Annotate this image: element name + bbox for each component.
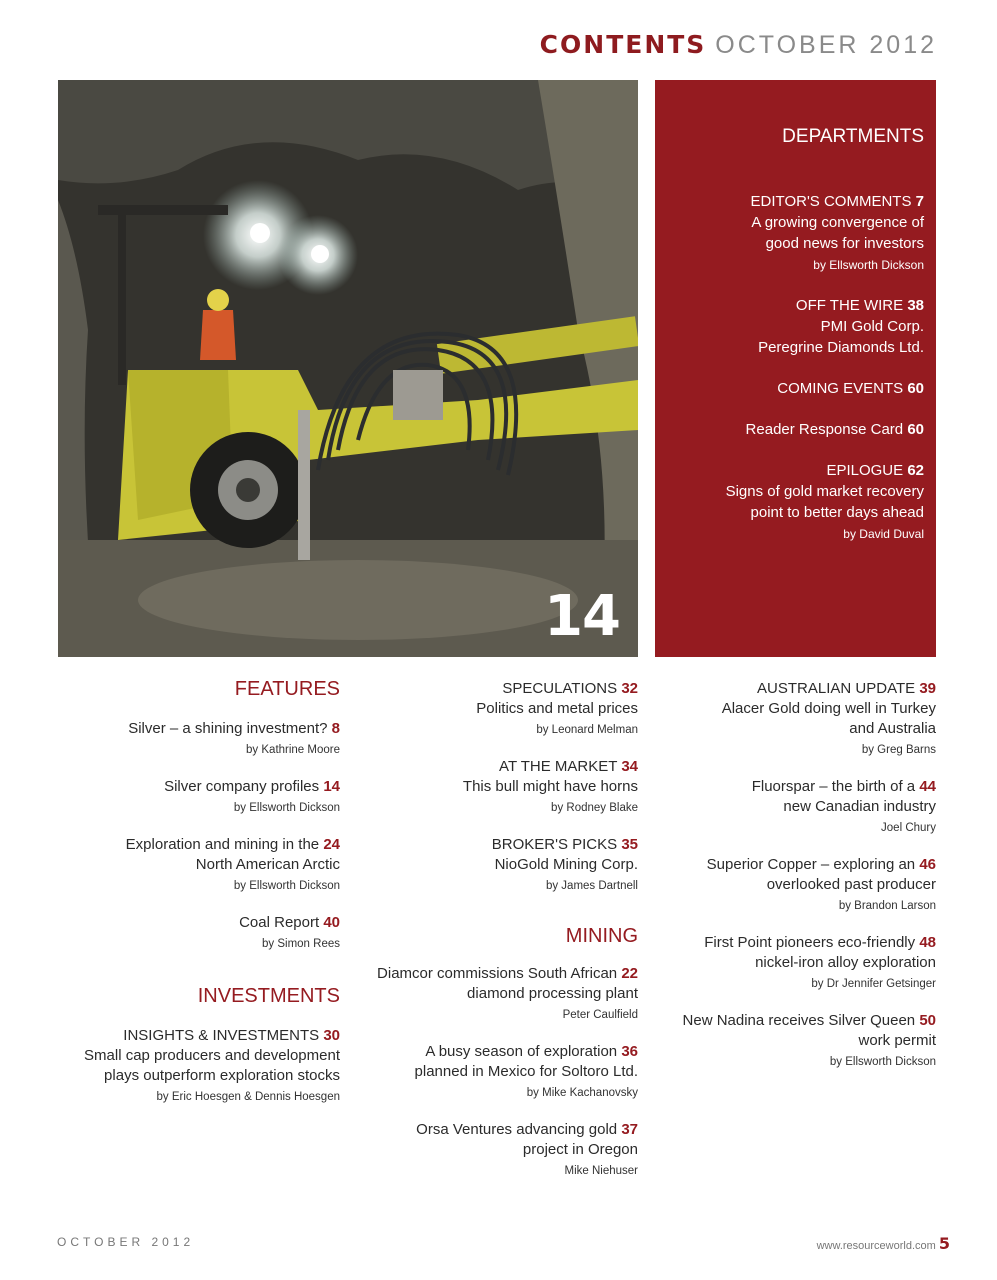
mining-entry[interactable]: Diamcor commissions South African 22 diamond processing plant Peter Caulfield	[377, 964, 638, 1026]
byline: by Brandon Larson	[838, 900, 936, 912]
footer-right	[817, 1234, 950, 1253]
investments-title: INVESTMENTS	[197, 985, 340, 1007]
byline: by Greg Barns	[861, 744, 936, 756]
byline: by Kathrine Moore	[246, 744, 340, 756]
byline: by David Duval	[843, 527, 924, 541]
page-number: 32	[621, 680, 638, 697]
mining-title: MINING	[565, 925, 638, 947]
page-number: 35	[621, 836, 638, 853]
website-link[interactable]: www.resourceworld.com	[816, 1240, 936, 1252]
byline: by Ellsworth Dickson	[813, 258, 924, 272]
departments-title: DEPARTMENTS	[782, 126, 924, 147]
footer-date: OCTOBER 2012	[57, 1235, 195, 1249]
byline: by James Dartnell	[545, 880, 638, 892]
byline: by Eric Hoesgen & Dennis Hoesgen	[156, 1091, 340, 1103]
department-entry[interactable]: SPECULATIONS 32 Politics and metal prices by Leonard Melman	[377, 679, 638, 741]
article-entry[interactable]: First Point pioneers eco-friendly 48 nickel-iron alloy exploration by Dr Jennifer Getsinger	[683, 933, 936, 995]
page-number: 60	[907, 421, 924, 438]
mining-rig-illustration	[58, 80, 638, 657]
article-entry[interactable]: Superior Copper – exploring an 46 overlooked past producer by Brandon Larson	[683, 855, 936, 917]
article-entry[interactable]: AUSTRALIAN UPDATE 39 Alacer Gold doing well in Turkey and Australia by Greg Barns	[683, 679, 936, 761]
right-column	[683, 679, 936, 1073]
department-entry[interactable]: BROKER'S PICKS 35 NioGold Mining Corp. by James Dartnell	[377, 835, 638, 897]
page-number: 60	[907, 380, 924, 397]
departments-panel	[655, 80, 936, 657]
department-entry[interactable]: AT THE MARKET 34 This bull might have horns by Rodney Blake	[377, 757, 638, 819]
page-number: 62	[907, 462, 924, 479]
page-number: 24	[323, 836, 340, 853]
department-entry[interactable]: COMING EVENTS 60	[777, 380, 924, 397]
cover-photo	[58, 80, 638, 657]
feature-entry[interactable]: Exploration and mining in the 24 North American Arctic by Ellsworth Dickson	[84, 835, 340, 897]
page-number: 34	[621, 758, 638, 775]
page-header	[540, 30, 937, 60]
mining-entry[interactable]: A busy season of exploration 36 planned in Mexico for Soltoro Ltd. by Mike Kachanovsky	[377, 1042, 638, 1104]
byline: by Ellsworth Dickson	[829, 1056, 936, 1068]
page-number: 30	[323, 1027, 340, 1044]
features-column	[84, 678, 340, 1108]
folio-page-number: 5	[938, 1234, 950, 1253]
page-number: 37	[621, 1121, 638, 1138]
investment-entry[interactable]: INSIGHTS & INVESTMENTS 30 Small cap producers and development plays outperform exploration stocks by Eric Hoesgen & Dennis Hoesgen	[84, 1026, 340, 1108]
page-number: 48	[919, 934, 936, 951]
page-number: 22	[621, 965, 638, 982]
byline: by Ellsworth Dickson	[233, 880, 340, 892]
byline: Mike Niehuser	[564, 1165, 638, 1177]
department-entry[interactable]: EPILOGUE 62 Signs of gold market recovery point to better days ahead by David Duval	[726, 460, 924, 545]
page-number: 7	[915, 193, 924, 210]
article-entry[interactable]: Fluorspar – the birth of a 44 new Canadian industry Joel Chury	[683, 777, 936, 839]
page-number: 39	[919, 680, 936, 697]
byline: by Mike Kachanovsky	[526, 1087, 638, 1099]
byline: Peter Caulfield	[562, 1009, 638, 1021]
department-entry[interactable]: Reader Response Card 60	[745, 421, 924, 438]
mining-entry[interactable]: Orsa Ventures advancing gold 37 project in Oregon Mike Niehuser	[377, 1120, 638, 1182]
department-entry[interactable]: OFF THE WIRE 38 PMI Gold Corp. Peregrine Diamonds Ltd.	[758, 297, 924, 356]
page-number: 50	[919, 1012, 936, 1029]
byline: Joel Chury	[881, 822, 936, 834]
middle-column	[377, 679, 638, 1182]
page-number: 14	[323, 778, 340, 795]
page-number: 36	[621, 1043, 638, 1060]
page-number: 40	[323, 914, 340, 931]
page-number: 46	[919, 856, 936, 873]
byline: by Ellsworth Dickson	[233, 802, 340, 814]
article-entry[interactable]: New Nadina receives Silver Queen 50 work permit by Ellsworth Dickson	[683, 1011, 936, 1073]
byline: by Leonard Melman	[536, 724, 638, 736]
feature-entry[interactable]: Coal Report 40 by Simon Rees	[84, 913, 340, 955]
department-entry[interactable]: EDITOR'S COMMENTS 7 A growing convergence of good news for investors by Ellsworth Dickson	[751, 191, 924, 276]
byline: by Rodney Blake	[551, 802, 638, 814]
page-number: 44	[919, 778, 936, 795]
cover-page-number: 14	[544, 584, 620, 649]
contents-title: CONTENTS	[539, 30, 707, 59]
issue-date: OCTOBER 2012	[715, 31, 937, 59]
byline: by Dr Jennifer Getsinger	[811, 978, 936, 990]
byline: by Simon Rees	[262, 938, 340, 950]
features-title: FEATURES	[234, 678, 340, 700]
feature-entry[interactable]: Silver – a shining investment? 8 by Kathrine Moore	[84, 719, 340, 761]
feature-entry[interactable]: Silver company profiles 14 by Ellsworth Dickson	[84, 777, 340, 819]
page-number: 38	[907, 297, 924, 314]
page-number: 8	[331, 720, 340, 737]
